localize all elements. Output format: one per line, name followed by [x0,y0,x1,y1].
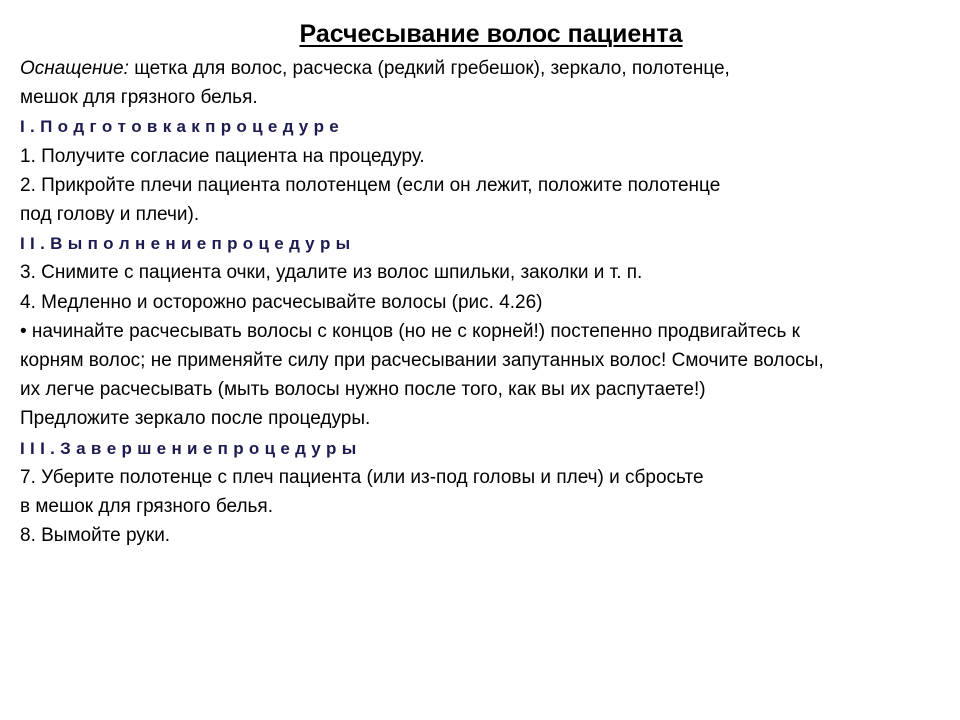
section-heading-completion: I I I . З а в е р ш е н и е п р о ц е д у р ы [20,438,357,458]
step-4: 4. Медленно и осторожно расчесывайте волосы (рис. 4.26) [20,291,543,313]
step-2-line-2: под голову и плечи). [20,204,200,226]
instruction-body [20,54,950,550]
equipment-label: Оснащение: [20,58,129,79]
page-title: Расчесывание волос пациента [299,20,683,48]
step-7-line-2: в мешок для грязного белья. [20,496,274,518]
step-3: 3. Снимите с пациента очки, удалите из волос шпильки, заколки и т. п. [20,262,643,284]
step-8: 8. Вымойте руки. [20,525,171,547]
bullet-line-2: корням волос; не применяйте силу при расчесывании запутанных волос! Смочите волосы, [20,350,824,372]
step-2-line-1: 2. Прикройте плечи пациента полотенцем (если он лежит, положите полотенце [20,174,721,196]
equipment-line-1 [20,54,950,83]
section-heading-execution: I I . В ы п о л н е н и е п р о ц е д у р ы [20,234,351,254]
equipment-line-2: мешок для грязного белья. [20,87,258,109]
step-7-line-1: 7. Уберите полотенце с плеч пациента (или из-под головы и плеч) и сбросьте [20,466,704,488]
bullet-line-1: • начинайте расчесывать волосы с концов (но не с корней!) постепенно продвигайтесь к [20,320,800,342]
step-1: 1. Получите согласие пациента на процедуру. [20,145,425,167]
equipment-text: щетка для волос, расческа (редкий гребешок), зеркало, полотенце, [128,58,730,79]
section-heading-preparation: I . П о д г о т о в к а к п р о ц е д у р е [20,117,340,137]
mirror-step: Предложите зеркало после процедуры. [20,408,371,430]
bullet-line-3: их легче расчесывать (мыть волосы нужно после того, как вы их распутаете!) [20,379,706,401]
